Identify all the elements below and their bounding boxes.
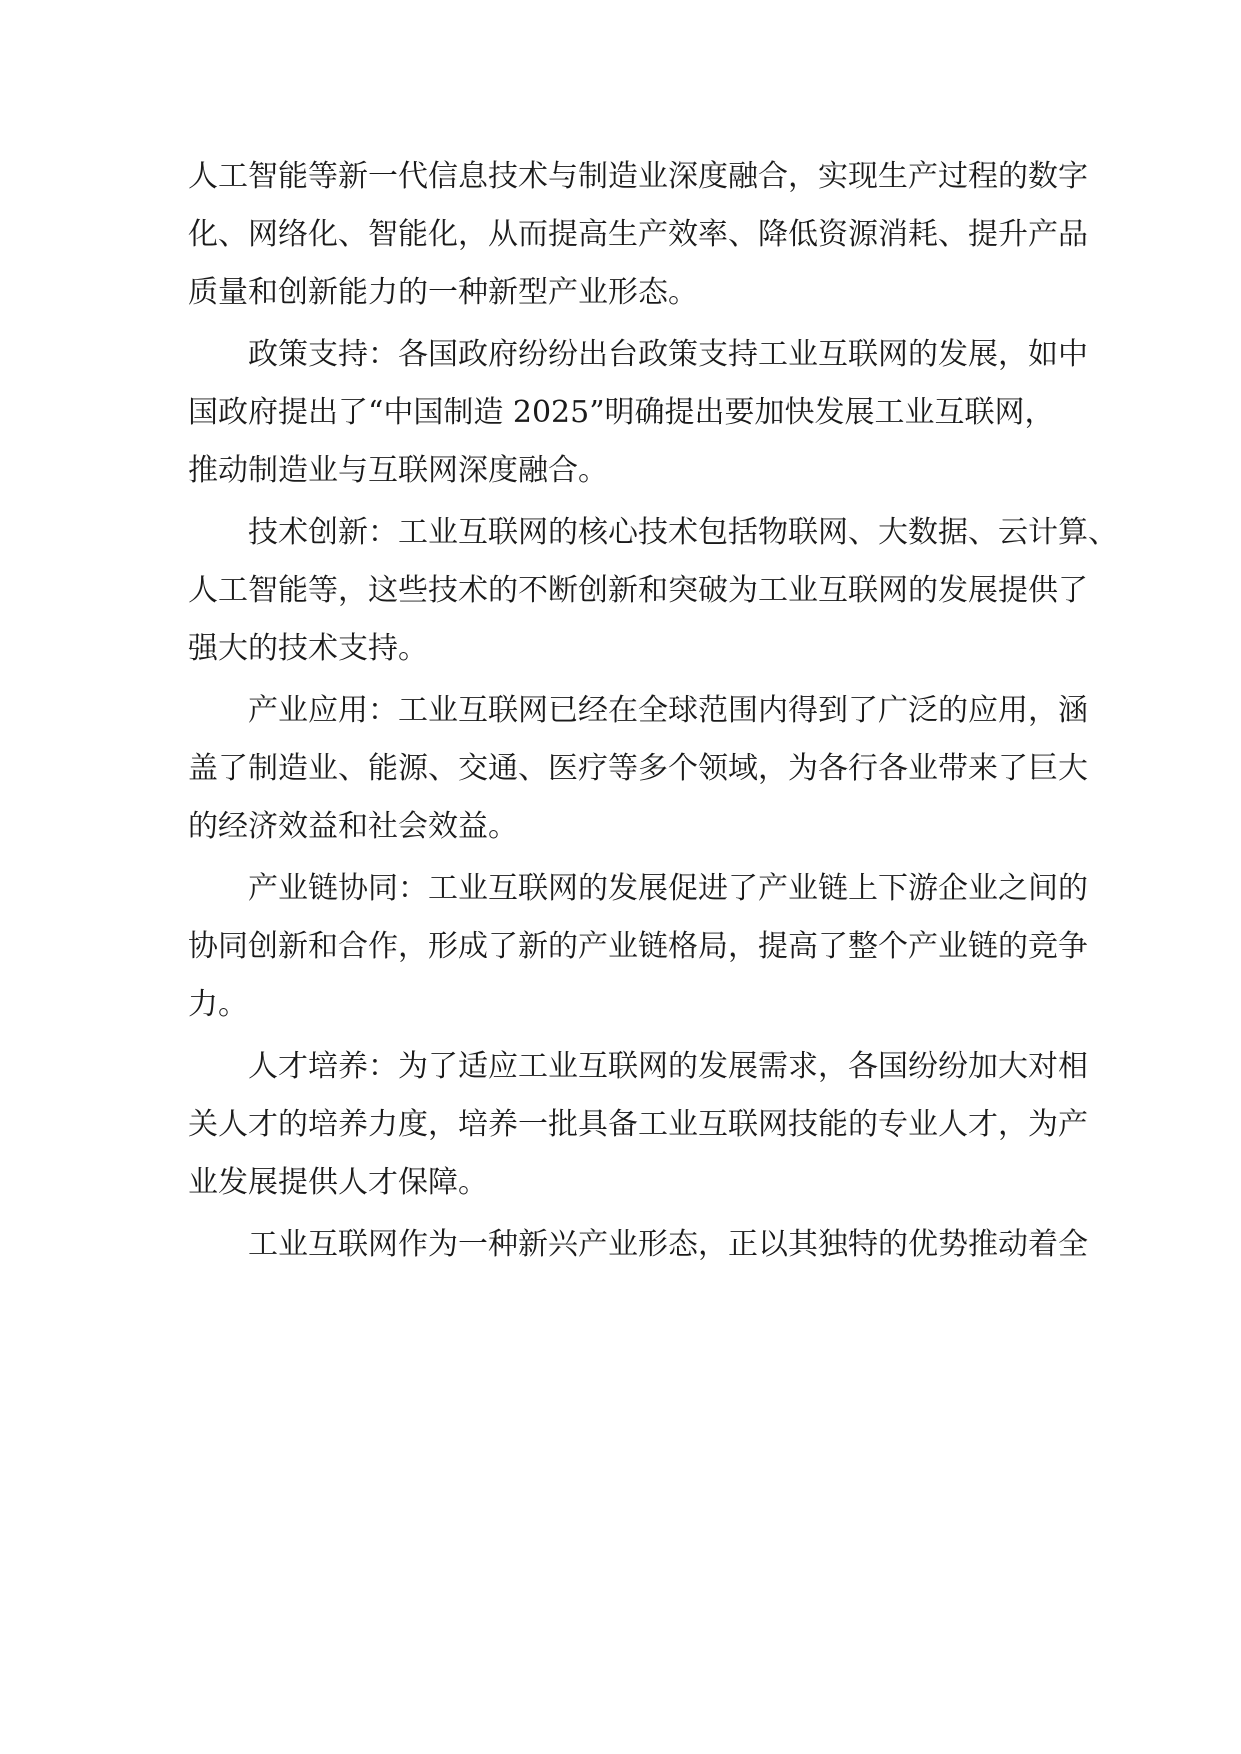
text-line: 质量和创新能力的一种新型产业形态。 bbox=[188, 275, 698, 310]
paragraph-first-line: 产业应用：工业互联网已经在全球范围内得到了广泛的应用，涵 bbox=[248, 693, 1088, 728]
paragraph-first-line: 政策支持：各国政府纷纷出台政策支持工业互联网的发展，如中 bbox=[248, 337, 1088, 372]
paragraph-first-line: 人才培养：为了适应工业互联网的发展需求，各国纷纷加大对相 bbox=[248, 1049, 1088, 1084]
text-line: 关人才的培养力度，培养一批具备工业互联网技能的专业人才，为产 bbox=[188, 1107, 1088, 1142]
paragraph-first-line: 产业链协同：工业互联网的发展促进了产业链上下游企业之间的 bbox=[248, 871, 1088, 906]
text-line: 强大的技术支持。 bbox=[188, 631, 428, 666]
body-text bbox=[188, 148, 1118, 1274]
text-line: 盖了制造业、能源、交通、医疗等多个领域，为各行各业带来了巨大 bbox=[188, 751, 1088, 786]
text-line: 人工智能等新一代信息技术与制造业深度融合，实现生产过程的数字 bbox=[188, 159, 1088, 194]
paragraph-first-line: 工业互联网作为一种新兴产业形态，正以其独特的优势推动着全 bbox=[248, 1227, 1088, 1262]
text-line: 力。 bbox=[188, 987, 248, 1022]
text-line: 化、网络化、智能化，从而提高生产效率、降低资源消耗、提升产品 bbox=[188, 217, 1088, 252]
text-line: 推动制造业与互联网深度融合。 bbox=[188, 453, 608, 488]
text-line: 协同创新和合作，形成了新的产业链格局，提高了整个产业链的竞争 bbox=[188, 929, 1088, 964]
text-line: 业发展提供人才保障。 bbox=[188, 1165, 488, 1200]
text-line: 的经济效益和社会效益。 bbox=[188, 809, 518, 844]
text-line: 国政府提出了“中国制造 2025”明确提出要加快发展工业互联网， bbox=[188, 395, 1055, 430]
paragraph-first-line: 技术创新：工业互联网的核心技术包括物联网、大数据、云计算、 bbox=[248, 515, 1118, 550]
text-line: 人工智能等，这些技术的不断创新和突破为工业互联网的发展提供了 bbox=[188, 573, 1088, 608]
